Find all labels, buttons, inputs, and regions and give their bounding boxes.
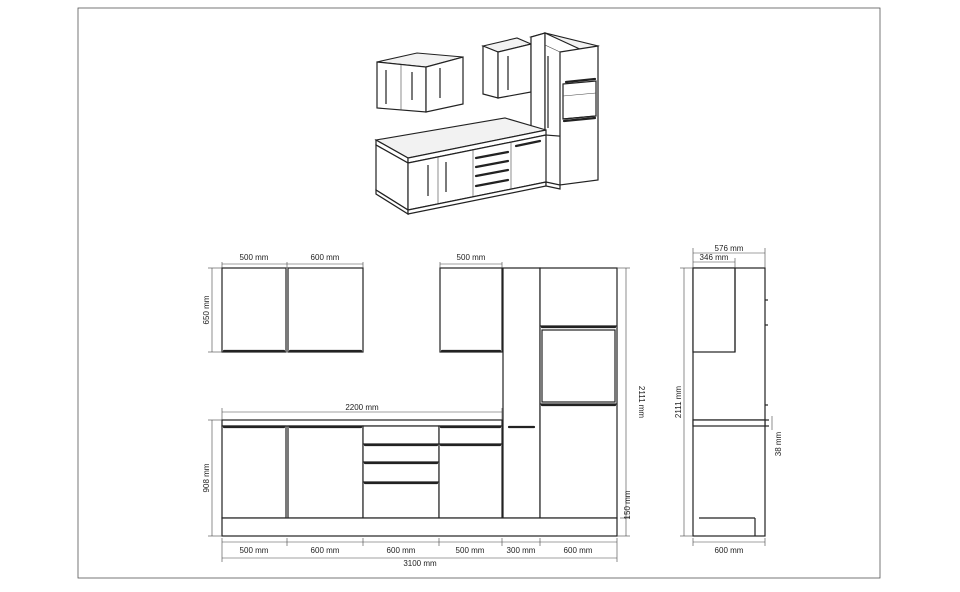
dim-total-width: 3100 mm: [403, 559, 437, 568]
base-cabinet-500: [222, 426, 286, 518]
dim-plinth-height: 150 mm: [623, 490, 632, 520]
dim-bottom-5: 300 mm: [506, 546, 536, 555]
plinth: [222, 518, 617, 536]
dim-wall-height: 650 mm: [202, 295, 211, 325]
wall-cabinet-side: [693, 268, 735, 352]
dim-bottom-4: 500 mm: [455, 546, 485, 555]
worktop-side: [693, 420, 765, 426]
dim-side-depth-total: 576 mm: [714, 244, 744, 253]
worktop-front: [222, 420, 502, 426]
dim-base-height: 908 mm: [202, 463, 211, 493]
dim-side-tall-height: 2111 mm: [674, 385, 683, 419]
isometric-view: [376, 33, 598, 214]
dim-bottom-6: 600 mm: [563, 546, 593, 555]
dim-top-600: 600 mm: [310, 253, 340, 262]
dim-tall-height: 2111 mm: [637, 385, 646, 419]
wall-cabinet-door: [377, 62, 426, 112]
oven-niche: [563, 81, 596, 119]
dim-side-depth-wall: 346 mm: [699, 253, 729, 262]
dim-worktop-thickness: 38 mm: [774, 431, 783, 457]
dim-bottom-3: 600 mm: [386, 546, 416, 555]
dim-top-500-right: 500 mm: [456, 253, 486, 262]
dim-bottom-2: 600 mm: [310, 546, 340, 555]
side-view: [693, 268, 769, 536]
dim-top-500: 500 mm: [239, 253, 269, 262]
dim-worktop-length: 2200 mm: [345, 403, 379, 412]
dim-bottom-1: 500 mm: [239, 546, 269, 555]
oven-niche: [542, 330, 615, 402]
wall-cabinet-500: [222, 268, 286, 352]
wall-cabinet-door: [498, 44, 531, 98]
base-cabinet-500-right: [439, 426, 502, 518]
front-view: [222, 268, 617, 536]
wall-cabinet-door: [426, 57, 463, 112]
dim-side-base-depth: 600 mm: [714, 546, 744, 555]
wall-cabinet-600: [288, 268, 363, 352]
drawer-cabinet-600: [363, 426, 439, 518]
tall-column-300: [503, 268, 540, 518]
wall-cabinet-500-right: [440, 268, 502, 352]
base-cabinet-600: [288, 426, 363, 518]
